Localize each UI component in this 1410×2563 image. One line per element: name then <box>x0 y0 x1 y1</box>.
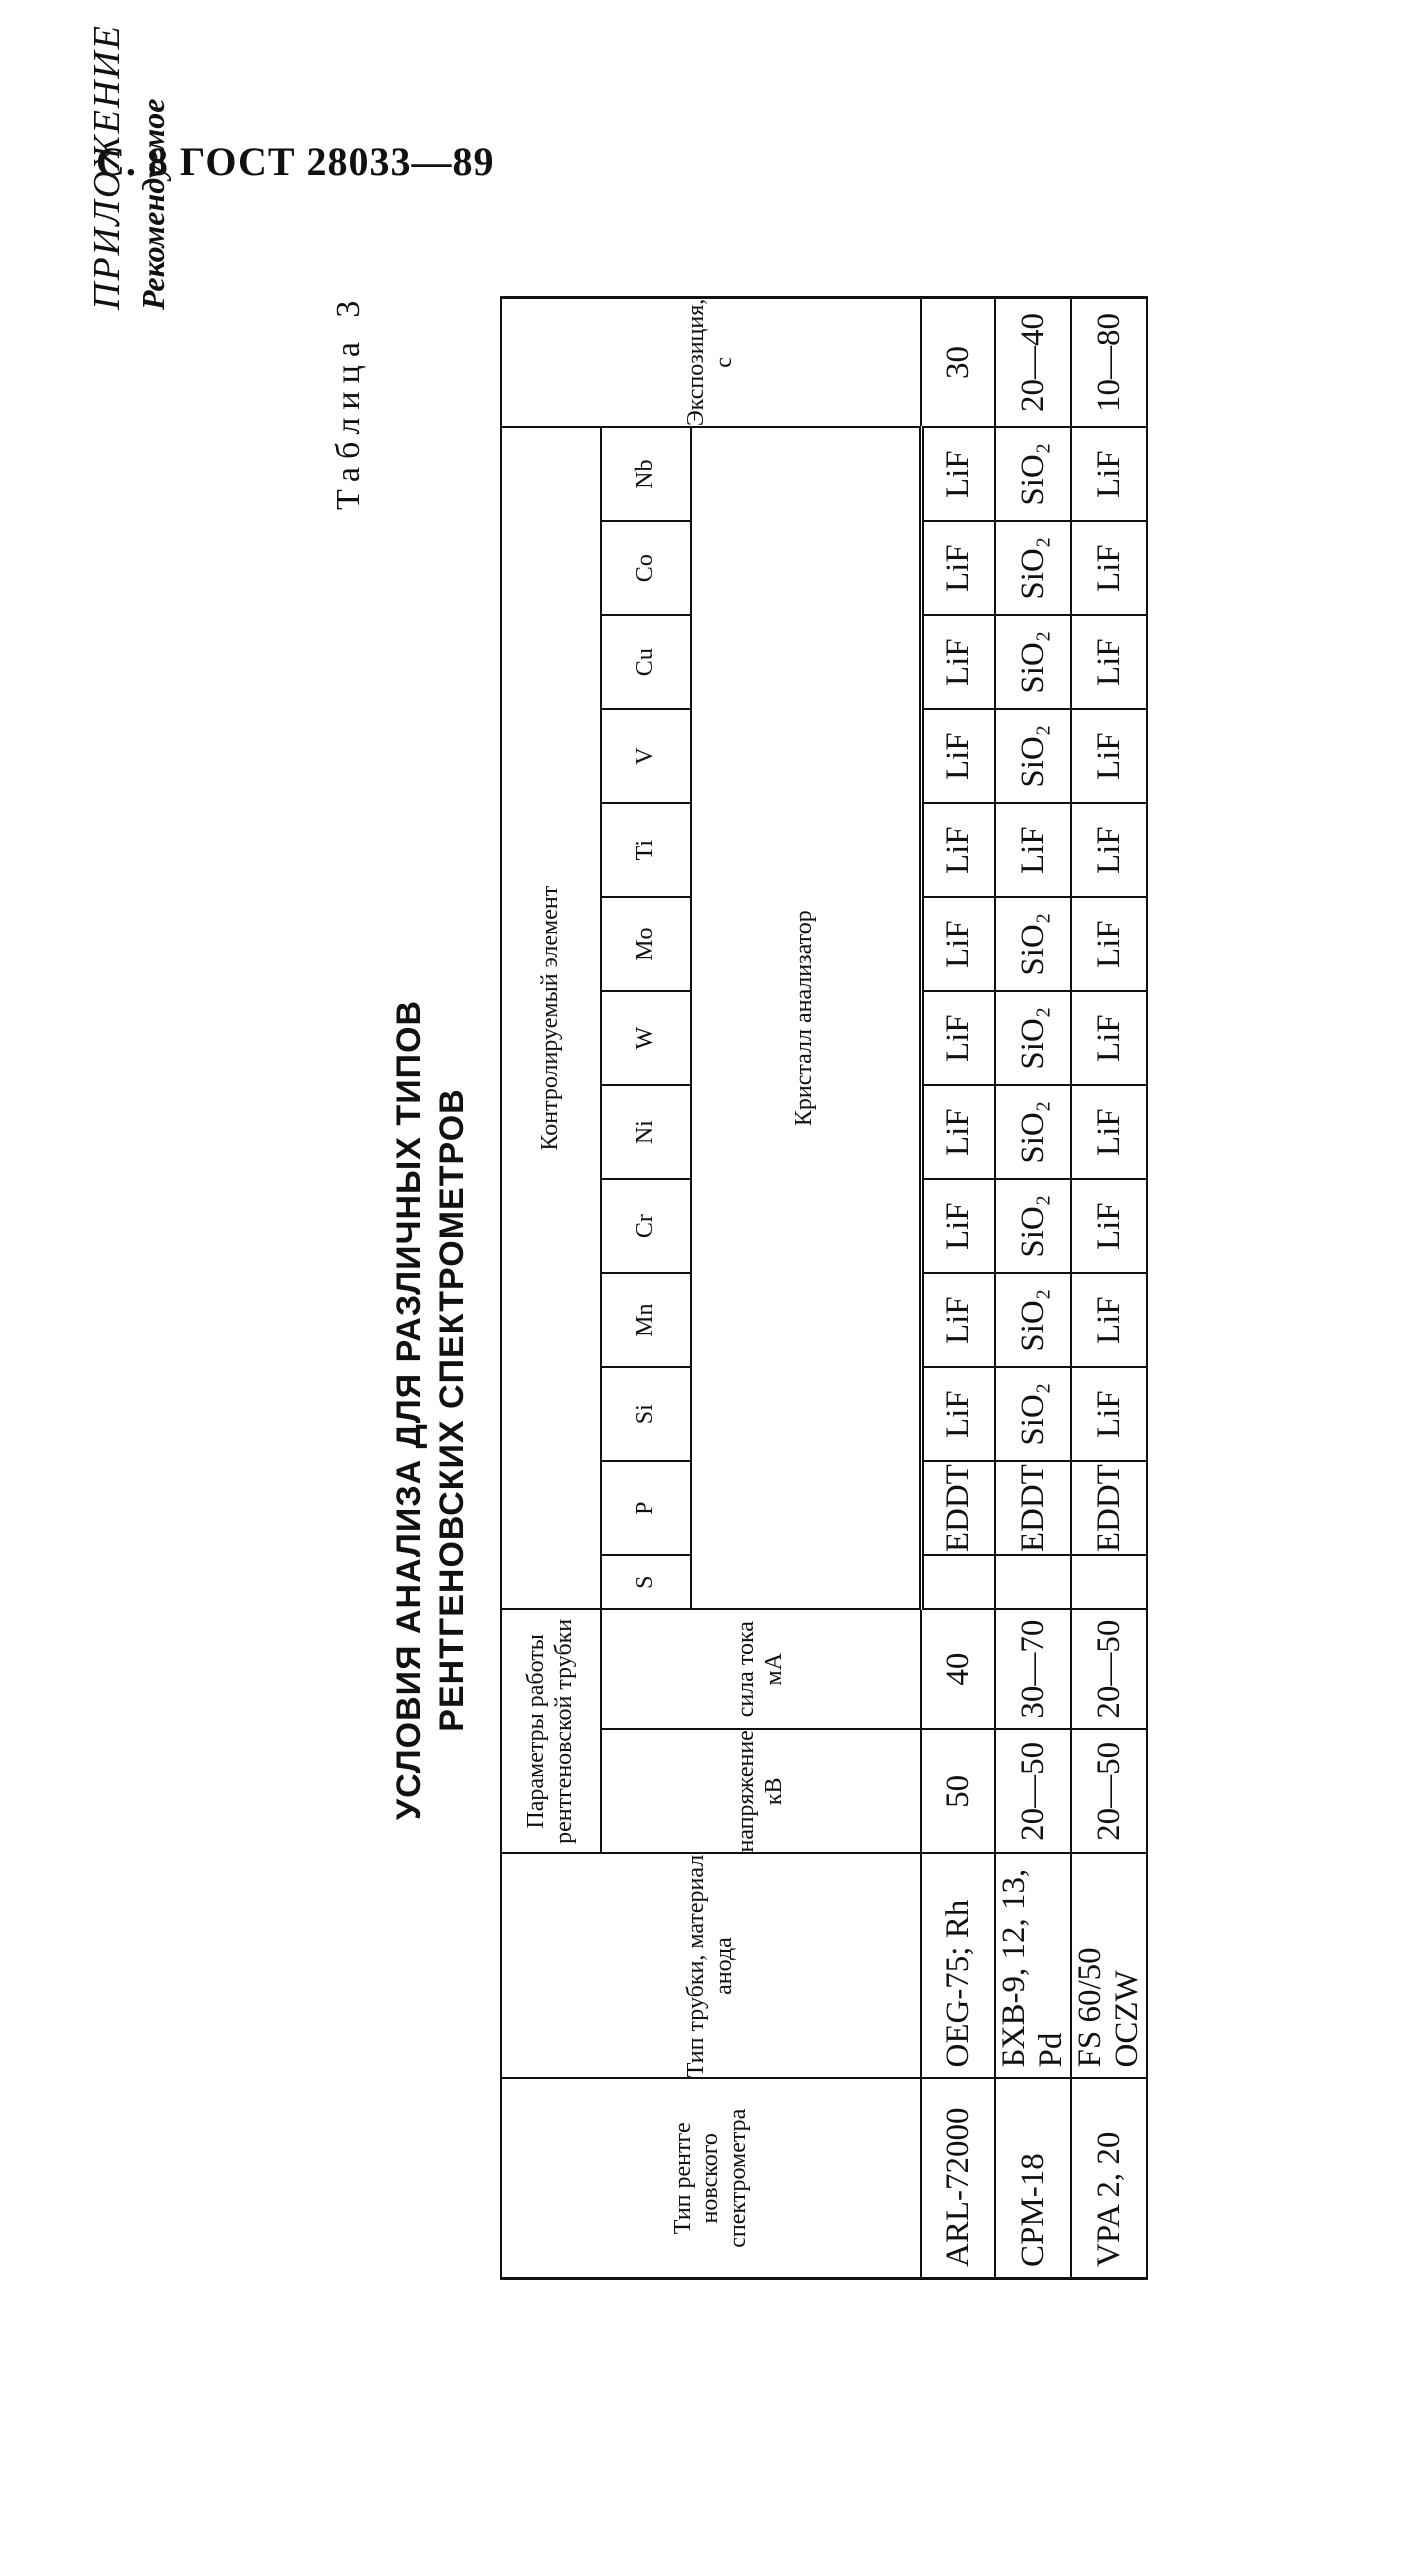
analysis-conditions-table <box>500 296 1148 2280</box>
cell-current: 40 <box>921 1609 995 1729</box>
cell-crystal: SiO₂ <box>995 1085 1071 1179</box>
cell-exposure: 20—40 <box>995 297 1071 427</box>
header-element: Ni <box>601 1085 691 1179</box>
cell-crystal: LiF <box>921 427 995 521</box>
cell-crystal: LiF <box>1071 1179 1147 1273</box>
header-tube: Тип трубки, материал анода <box>501 1854 921 2079</box>
cell-crystal: LiF <box>1071 991 1147 1085</box>
table-row <box>995 297 1071 2278</box>
cell-spectrometer: VPA 2, 20 <box>1071 2079 1147 2279</box>
cell-voltage: 20—50 <box>1071 1729 1147 1853</box>
cell-tube: БХВ-9, 12, 13, Pd <box>995 1854 1071 2079</box>
header-element: Co <box>601 521 691 615</box>
cell-crystal <box>921 1555 995 1609</box>
cell-crystal: LiF <box>921 709 995 803</box>
header-element: V <box>601 709 691 803</box>
header-exposure: Экспозиция, с <box>501 297 921 427</box>
document-title <box>390 760 472 2060</box>
cell-voltage: 20—50 <box>995 1729 1071 1853</box>
rotated-content <box>30 24 1390 2540</box>
header-voltage: напряжение кВ <box>601 1729 921 1853</box>
title-line-2: РЕНТГЕНОВСКИХ СПЕКТРОМЕТРОВ <box>433 1088 471 1732</box>
appendix-title: ПРИЛОЖЕНИЕ <box>86 24 128 310</box>
cell-crystal <box>995 1555 1071 1609</box>
cell-crystal: LiF <box>921 1179 995 1273</box>
cell-crystal: LiF <box>995 803 1071 897</box>
cell-crystal: SiO₂ <box>995 521 1071 615</box>
cell-crystal: LiF <box>921 521 995 615</box>
cell-crystal <box>1071 1555 1147 1609</box>
header-element: Si <box>601 1367 691 1461</box>
header-element: S <box>601 1555 691 1609</box>
cell-crystal: LiF <box>1071 615 1147 709</box>
cell-crystal: SiO₂ <box>995 709 1071 803</box>
cell-current: 20—50 <box>1071 1609 1147 1729</box>
cell-crystal: LiF <box>1071 1085 1147 1179</box>
header-current: сила тока мА <box>601 1609 921 1729</box>
header-crystal: Кристалл анализатор <box>691 427 921 1609</box>
cell-crystal: LiF <box>1071 1273 1147 1367</box>
cell-crystal: LiF <box>1071 803 1147 897</box>
cell-tube: FS 60/50 OCZW <box>1071 1854 1147 2079</box>
cell-crystal: SiO₂ <box>995 991 1071 1085</box>
appendix-subtitle: Рекомендуемое <box>135 98 171 310</box>
cell-crystal: LiF <box>921 991 995 1085</box>
header-element: W <box>601 991 691 1085</box>
cell-crystal: SiO₂ <box>995 1179 1071 1273</box>
cell-crystal: SiO₂ <box>995 427 1071 521</box>
title-line-1: УСЛОВИЯ АНАЛИЗА ДЛЯ РАЗЛИЧНЫХ ТИПОВ <box>390 999 428 1821</box>
cell-crystal: LiF <box>1071 427 1147 521</box>
header-element: Cu <box>601 615 691 709</box>
cell-crystal: LiF <box>1071 709 1147 803</box>
cell-crystal: SiO₂ <box>995 897 1071 991</box>
cell-crystal: LiF <box>921 1273 995 1367</box>
appendix-block <box>85 24 172 310</box>
table-row <box>1071 297 1147 2278</box>
header-element: Nb <box>601 427 691 521</box>
cell-exposure: 30 <box>921 297 995 427</box>
page-header: С. 8 ГОСТ 28033—89 <box>96 139 495 184</box>
header-element: P <box>601 1461 691 1555</box>
cell-exposure: 10—80 <box>1071 297 1147 427</box>
cell-crystal: LiF <box>921 1367 995 1461</box>
cell-crystal: LiF <box>921 897 995 991</box>
table-row <box>921 297 995 2278</box>
cell-crystal: LiF <box>921 803 995 897</box>
cell-current: 30—70 <box>995 1609 1071 1729</box>
table-label: Таблица 3 <box>330 292 367 510</box>
cell-crystal: EDDT <box>995 1461 1071 1555</box>
header-params: Параметры работы рентгеновской трубки <box>501 1609 601 1853</box>
header-element: Cr <box>601 1179 691 1273</box>
header-element: Mn <box>601 1273 691 1367</box>
cell-crystal: LiF <box>1071 521 1147 615</box>
cell-crystal: LiF <box>921 1085 995 1179</box>
cell-crystal: LiF <box>1071 897 1147 991</box>
cell-crystal: LiF <box>1071 1367 1147 1461</box>
cell-crystal: SiO₂ <box>995 1273 1071 1367</box>
cell-crystal: EDDT <box>921 1461 995 1555</box>
cell-crystal: EDDT <box>1071 1461 1147 1555</box>
header-element-group: Контролируемый элемент <box>501 427 601 1609</box>
cell-voltage: 50 <box>921 1729 995 1853</box>
cell-tube: OEG-75; Rh <box>921 1854 995 2079</box>
cell-crystal: LiF <box>921 615 995 709</box>
header-element: Ti <box>601 803 691 897</box>
cell-spectrometer: CPM-18 <box>995 2079 1071 2279</box>
header-spectrometer: Тип рентге новского спектрометра <box>501 2079 921 2279</box>
cell-crystal: SiO₂ <box>995 615 1071 709</box>
cell-spectrometer: ARL-72000 <box>921 2079 995 2279</box>
cell-crystal: SiO₂ <box>995 1367 1071 1461</box>
header-element: Mo <box>601 897 691 991</box>
